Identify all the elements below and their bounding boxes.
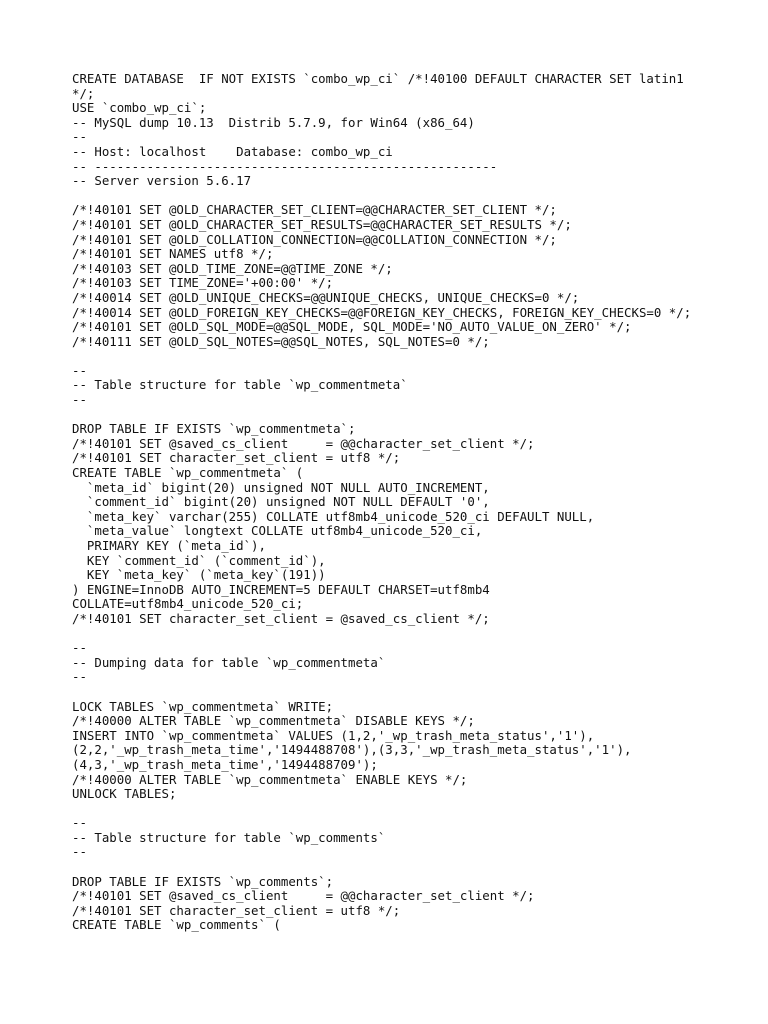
document-line: -- [72, 844, 87, 860]
document-line: `comment_id` bigint(20) unsigned NOT NULL DEFAULT '0', [72, 494, 490, 510]
document-line [72, 189, 752, 204]
document-line: -- Server version 5.6.17 [72, 173, 252, 189]
document-line: (2,2,'_wp_trash_meta_time','1494488708'),(3,3,'_wp_trash_meta_status','1'), [72, 742, 632, 758]
document-line [72, 627, 752, 642]
document-line: KEY `comment_id` (`comment_id`), [72, 552, 326, 568]
sql-dump-document [72, 72, 752, 933]
document-line: CREATE TABLE `wp_commentmeta` ( [72, 465, 304, 481]
document-line: /*!40111 SET @OLD_SQL_NOTES=@@SQL_NOTES, SQL_NOTES=0 */; [72, 333, 490, 349]
document-line: -- Host: localhost Database: combo_wp_ci [72, 143, 393, 159]
document-line: -- [72, 669, 87, 685]
document-line: /*!40101 SET character_set_client = utf8 */; [72, 450, 401, 466]
document-line: `meta_id` bigint(20) unsigned NOT NULL AUTO_INCREMENT, [72, 479, 490, 495]
document-line: */; [72, 85, 95, 101]
document-line: -- [72, 640, 87, 656]
document-line: /*!40101 SET @saved_cs_client = @@character_set_client */; [72, 435, 535, 451]
document-line: `meta_value` longtext COLLATE utf8mb4_unicode_520_ci, [72, 523, 483, 539]
document-line: /*!40101 SET character_set_client = @saved_cs_client */; [72, 610, 490, 626]
document-line [72, 685, 752, 700]
document-line: /*!40014 SET @OLD_UNIQUE_CHECKS=@@UNIQUE_CHECKS, UNIQUE_CHECKS=0 */; [72, 289, 580, 305]
document-line [72, 408, 752, 423]
document-line: LOCK TABLES `wp_commentmeta` WRITE; [72, 698, 334, 714]
document-line: /*!40000 ALTER TABLE `wp_commentmeta` DISABLE KEYS */; [72, 713, 475, 729]
document-line: /*!40101 SET @OLD_CHARACTER_SET_CLIENT=@@CHARACTER_SET_CLIENT */; [72, 202, 557, 218]
document-line: /*!40101 SET @OLD_CHARACTER_SET_RESULTS=@@CHARACTER_SET_RESULTS */; [72, 216, 572, 232]
document-line: -- [72, 362, 87, 378]
document-line: /*!40103 SET @OLD_TIME_ZONE=@@TIME_ZONE */; [72, 260, 393, 276]
document-line: COLLATE=utf8mb4_unicode_520_ci; [72, 596, 304, 612]
document-line: KEY `meta_key` (`meta_key`(191)) [72, 567, 326, 583]
document-line [72, 802, 752, 817]
document-line: DROP TABLE IF EXISTS `wp_commentmeta`; [72, 421, 356, 437]
document-line: INSERT INTO `wp_commentmeta` VALUES (1,2,'_wp_trash_meta_status','1'), [72, 727, 595, 743]
document-line: -- [72, 129, 87, 145]
document-line: -- [72, 815, 87, 831]
document-line: /*!40101 SET @OLD_SQL_MODE=@@SQL_MODE, SQL_MODE='NO_AUTO_VALUE_ON_ZERO' */; [72, 319, 632, 335]
document-line: PRIMARY KEY (`meta_id`), [72, 538, 266, 553]
document-line: /*!40101 SET @OLD_COLLATION_CONNECTION=@@COLLATION_CONNECTION */; [72, 231, 557, 247]
document-line: -- Dumping data for table `wp_commentmeta` [72, 654, 386, 670]
document-line: -- Table structure for table `wp_commentmeta` [72, 377, 408, 393]
document-line: `meta_key` varchar(255) COLLATE utf8mb4_unicode_520_ci DEFAULT NULL, [72, 508, 595, 524]
document-line: UNLOCK TABLES; [72, 786, 177, 802]
document-line: (4,3,'_wp_trash_meta_time','1494488709'); [72, 756, 378, 772]
document-line: -- MySQL dump 10.13 Distrib 5.7.9, for Win64 (x86_64) [72, 114, 475, 130]
document-line: ) ENGINE=InnoDB AUTO_INCREMENT=5 DEFAULT CHARSET=utf8mb4 [72, 581, 490, 597]
document-line: DROP TABLE IF EXISTS `wp_comments`; [72, 873, 334, 889]
document-line: CREATE DATABASE IF NOT EXISTS `combo_wp_ci` /*!40100 DEFAULT CHARACTER SET latin1 [72, 71, 684, 86]
document-line: /*!40014 SET @OLD_FOREIGN_KEY_CHECKS=@@FOREIGN_KEY_CHECKS, FOREIGN_KEY_CHECKS=0 */; [72, 304, 692, 320]
document-line: /*!40000 ALTER TABLE `wp_commentmeta` ENABLE KEYS */; [72, 771, 468, 787]
document-line: -- Table structure for table `wp_comments` [72, 829, 386, 845]
document-line: -- [72, 392, 87, 408]
document-line [72, 860, 752, 875]
document-line: /*!40103 SET TIME_ZONE='+00:00' */; [72, 275, 334, 291]
document-line: USE `combo_wp_ci`; [72, 100, 207, 116]
document-line [72, 349, 752, 364]
document-line: CREATE TABLE `wp_comments` ( [72, 917, 281, 933]
document-line: /*!40101 SET character_set_client = utf8 */; [72, 902, 401, 918]
document-line: -- ------------------------------------------------------ [72, 158, 498, 174]
document-line: /*!40101 SET @saved_cs_client = @@character_set_client */; [72, 888, 535, 904]
document-line: /*!40101 SET NAMES utf8 */; [72, 246, 274, 262]
